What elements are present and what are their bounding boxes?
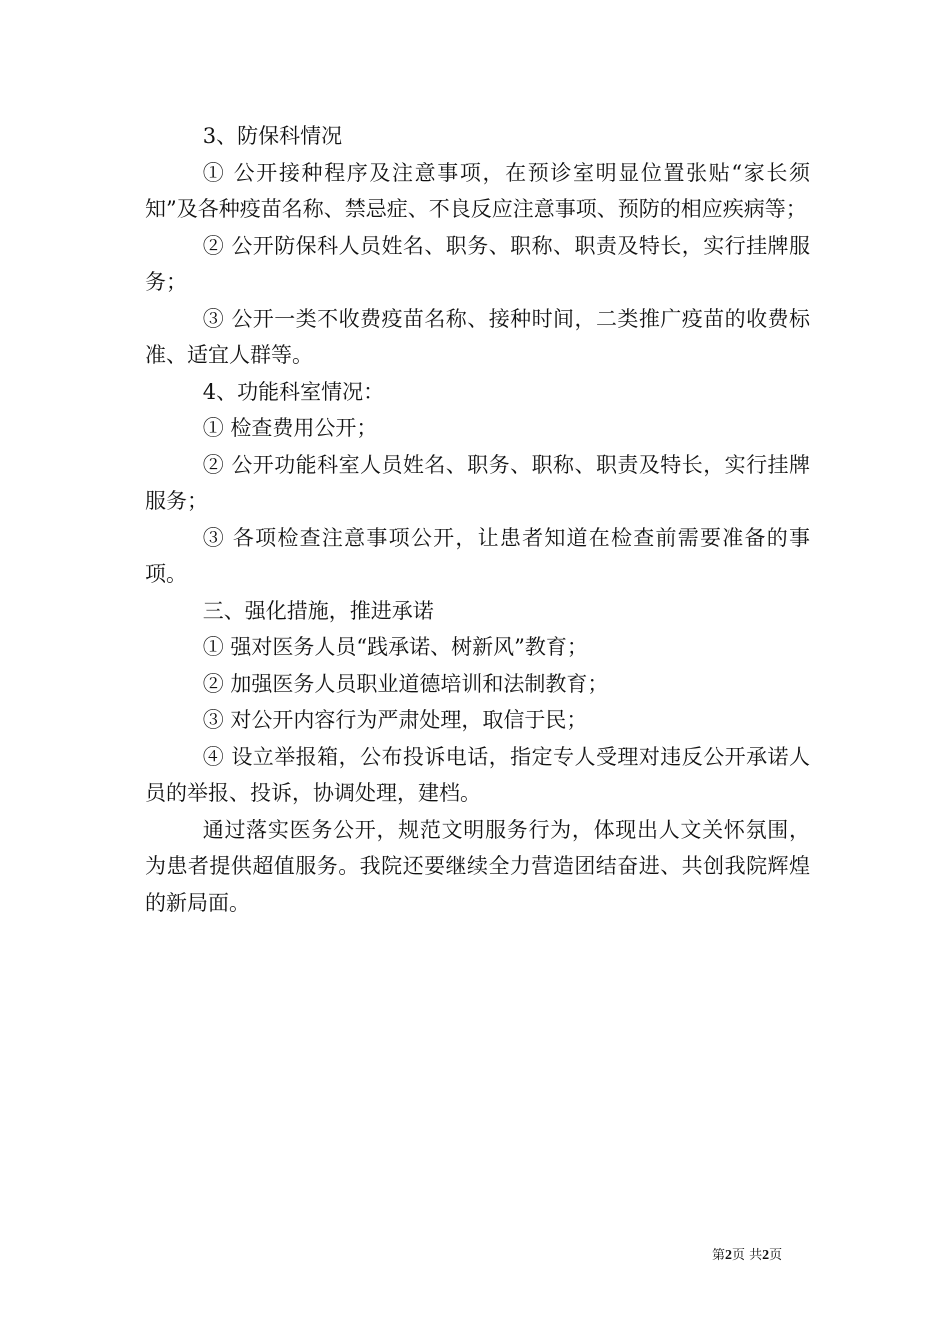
paragraph: ③ 公开一类不收费疫苗名称、接种时间，二类推广疫苗的收费标准、适宜人群等。 [145,306,810,367]
footer-prefix: 第 [712,1248,726,1263]
footer-middle: 页 共 [732,1248,763,1263]
section-heading-measures: 三、强化措施，推进承诺 [202,598,434,623]
paragraph: ① 强对医务人员“践承诺、树新风”教育； [202,635,588,659]
paragraph: ① 公开接种程序及注意事项，在预诊室明显位置张贴“家长须知”及各种疫苗名称、禁忌症、不良反应注意事项、预防的相应疾病等； [145,160,810,221]
closing-paragraph: 通过落实医务公开，规范文明服务行为，体现出人文关怀氛围，为患者提供超值服务。我院还要继续全力营造团结奋进、共创我院辉煌的新局面。 [145,817,810,915]
paragraph: ③ 各项检查注意事项公开，让患者知道在检查前需要准备的事项。 [145,525,810,586]
paragraph: ② 公开功能科室人员姓名、职务、职称、职责及特长，实行挂牌服务； [145,452,810,513]
paragraph: ④ 设立举报箱，公布投诉电话，指定专人受理对违反公开承诺人员的举报、投诉，协调处理，建档。 [145,744,810,805]
section-heading-immunization: 3、防保科情况 [202,124,343,148]
paragraph: ② 加强医务人员职业道德培训和法制教育； [202,671,609,696]
section-heading-functional-dept: 4、功能科室情况： [202,379,385,404]
paragraph: ① 检查费用公开； [202,416,378,440]
page-footer [712,1248,782,1264]
footer-suffix: 页 [769,1248,783,1263]
paragraph: ② 公开防保科人员姓名、职务、职称、职责及特长，实行挂牌服务； [145,233,810,294]
current-page-number: 2 [725,1248,733,1263]
total-page-number: 2 [762,1248,770,1263]
paragraph: ③ 对公开内容行为严肃处理，取信于民； [202,708,588,732]
document-body [145,118,810,921]
